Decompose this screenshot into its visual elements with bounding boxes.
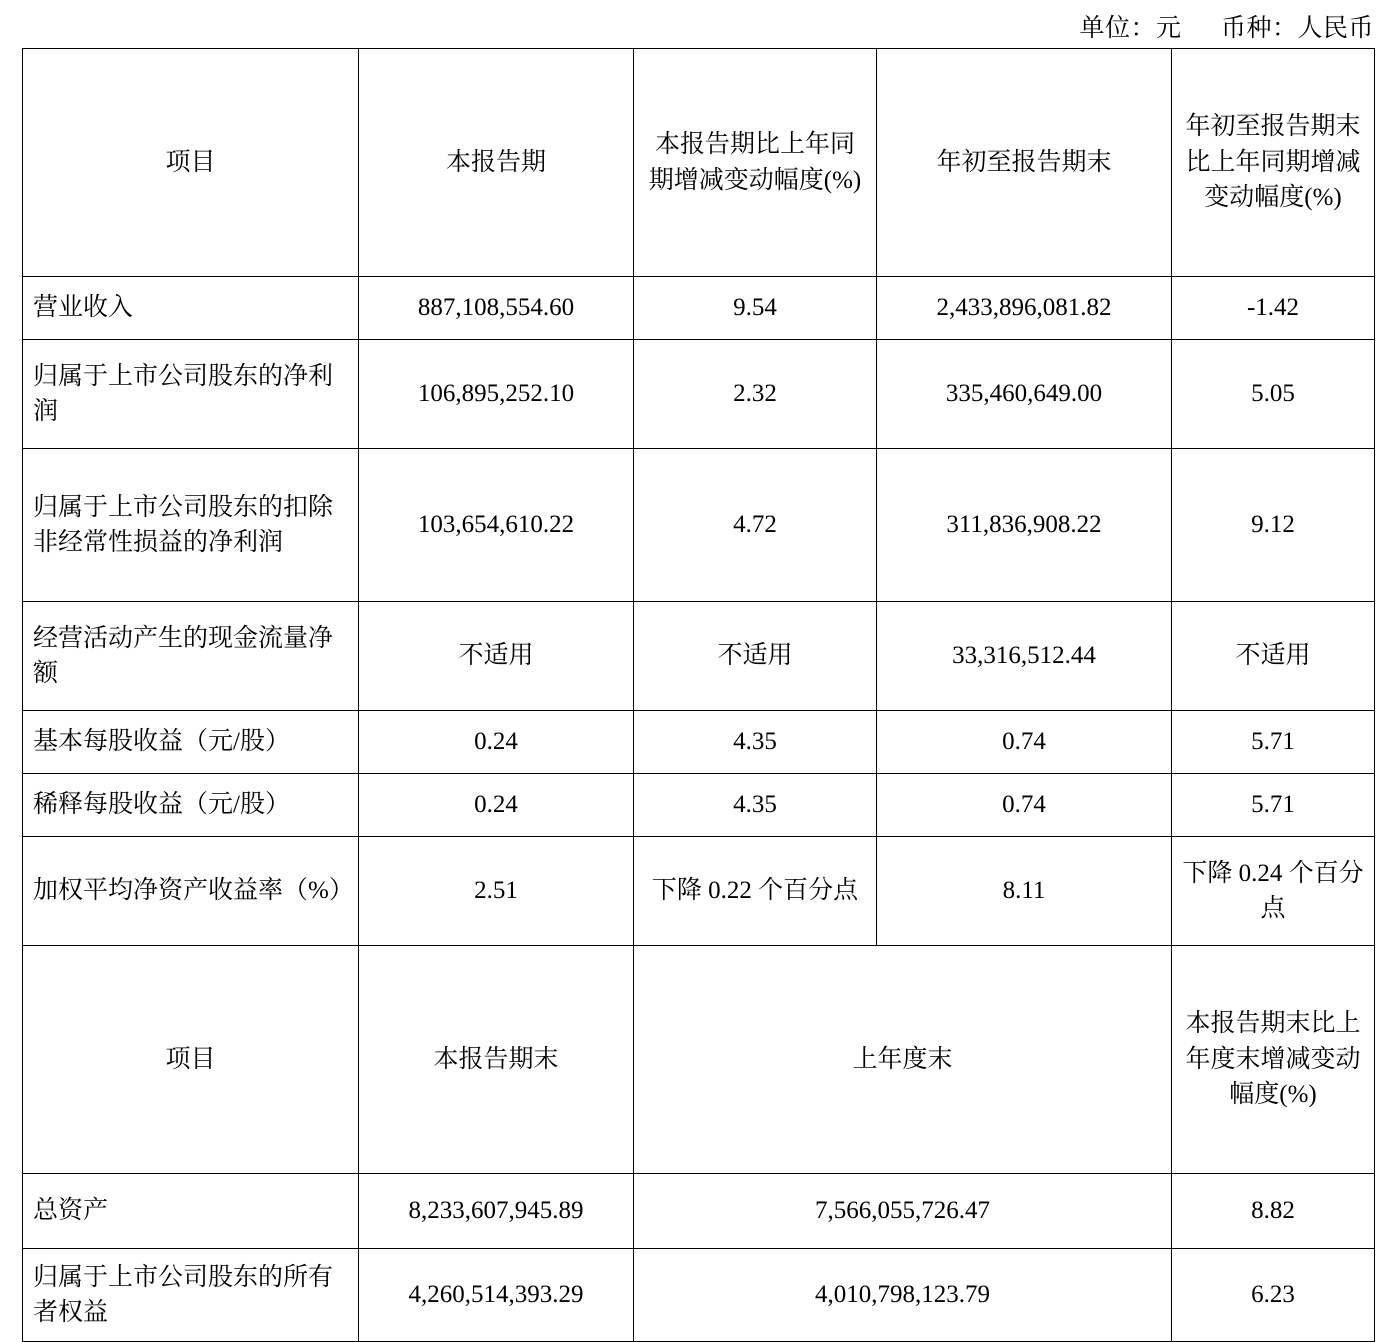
- row-ytd: 8.11: [877, 837, 1172, 946]
- header-current-change: 本报告期比上年同期增减变动幅度(%): [634, 49, 877, 277]
- table-row: [23, 340, 1375, 449]
- row-current-change: 4.35: [634, 711, 877, 774]
- row-ytd: 311,836,908.22: [877, 449, 1172, 602]
- row-ytd: 335,460,649.00: [877, 340, 1172, 449]
- currency-label: 币种：人民币: [1220, 15, 1374, 42]
- row-ytd: 0.74: [877, 711, 1172, 774]
- row-ytd-change: -1.42: [1172, 277, 1375, 340]
- row-label: 归属于上市公司股东的所有者权益: [23, 1249, 359, 1342]
- row-label: 营业收入: [23, 277, 359, 340]
- row-ytd-change: 5.05: [1172, 340, 1375, 449]
- unit-label: 单位：元: [1079, 15, 1182, 42]
- table-row: [23, 837, 1375, 946]
- unit-currency-line: [1079, 8, 1374, 44]
- table-row: [23, 1174, 1375, 1249]
- header-current-period: 本报告期: [359, 49, 634, 277]
- row-label: 归属于上市公司股东的净利润: [23, 340, 359, 449]
- row-ytd-change: 5.71: [1172, 711, 1375, 774]
- row-current-period: 0.24: [359, 711, 634, 774]
- row-ytd: 0.74: [877, 774, 1172, 837]
- row-period-end: 4,260,514,393.29: [359, 1249, 634, 1342]
- row-last-year-end: 7,566,055,726.47: [634, 1174, 1172, 1249]
- row-ytd-change: 下降 0.24 个百分点: [1172, 837, 1375, 946]
- row-current-period: 106,895,252.10: [359, 340, 634, 449]
- header-ytd: 年初至报告期末: [877, 49, 1172, 277]
- financial-summary-table: [22, 48, 1375, 1342]
- table-header-row-period: [23, 49, 1375, 277]
- row-current-period: 887,108,554.60: [359, 277, 634, 340]
- row-period-end: 8,233,607,945.89: [359, 1174, 634, 1249]
- header-last-year-end: 上年度末: [634, 946, 1172, 1174]
- row-ytd-change: 5.71: [1172, 774, 1375, 837]
- header-item-2: 项目: [23, 946, 359, 1174]
- row-label: 经营活动产生的现金流量净额: [23, 602, 359, 711]
- row-label: 基本每股收益（元/股）: [23, 711, 359, 774]
- header-balance-change: 本报告期末比上年度末增减变动幅度(%): [1172, 946, 1375, 1174]
- row-last-year-end: 4,010,798,123.79: [634, 1249, 1172, 1342]
- table-header-row-balance: [23, 946, 1375, 1174]
- row-current-period: 2.51: [359, 837, 634, 946]
- row-label: 加权平均净资产收益率（%）: [23, 837, 359, 946]
- table-row: [23, 602, 1375, 711]
- row-label: 总资产: [23, 1174, 359, 1249]
- table-row: [23, 1249, 1375, 1342]
- row-current-change: 4.35: [634, 774, 877, 837]
- row-ytd: 2,433,896,081.82: [877, 277, 1172, 340]
- row-label: 稀释每股收益（元/股）: [23, 774, 359, 837]
- row-current-change: 9.54: [634, 277, 877, 340]
- table-row: [23, 774, 1375, 837]
- row-current-change: 不适用: [634, 602, 877, 711]
- row-current-period: 103,654,610.22: [359, 449, 634, 602]
- row-change: 8.82: [1172, 1174, 1375, 1249]
- header-item: 项目: [23, 49, 359, 277]
- row-label: 归属于上市公司股东的扣除非经常性损益的净利润: [23, 449, 359, 602]
- row-current-period: 0.24: [359, 774, 634, 837]
- row-current-change: 下降 0.22 个百分点: [634, 837, 877, 946]
- table-row: [23, 277, 1375, 340]
- table-row: [23, 449, 1375, 602]
- row-current-change: 4.72: [634, 449, 877, 602]
- row-ytd-change: 9.12: [1172, 449, 1375, 602]
- row-current-change: 2.32: [634, 340, 877, 449]
- row-ytd: 33,316,512.44: [877, 602, 1172, 711]
- row-current-period: 不适用: [359, 602, 634, 711]
- row-change: 6.23: [1172, 1249, 1375, 1342]
- header-period-end: 本报告期末: [359, 946, 634, 1174]
- header-ytd-change: 年初至报告期末比上年同期增减变动幅度(%): [1172, 49, 1375, 277]
- row-ytd-change: 不适用: [1172, 602, 1375, 711]
- table-row: [23, 711, 1375, 774]
